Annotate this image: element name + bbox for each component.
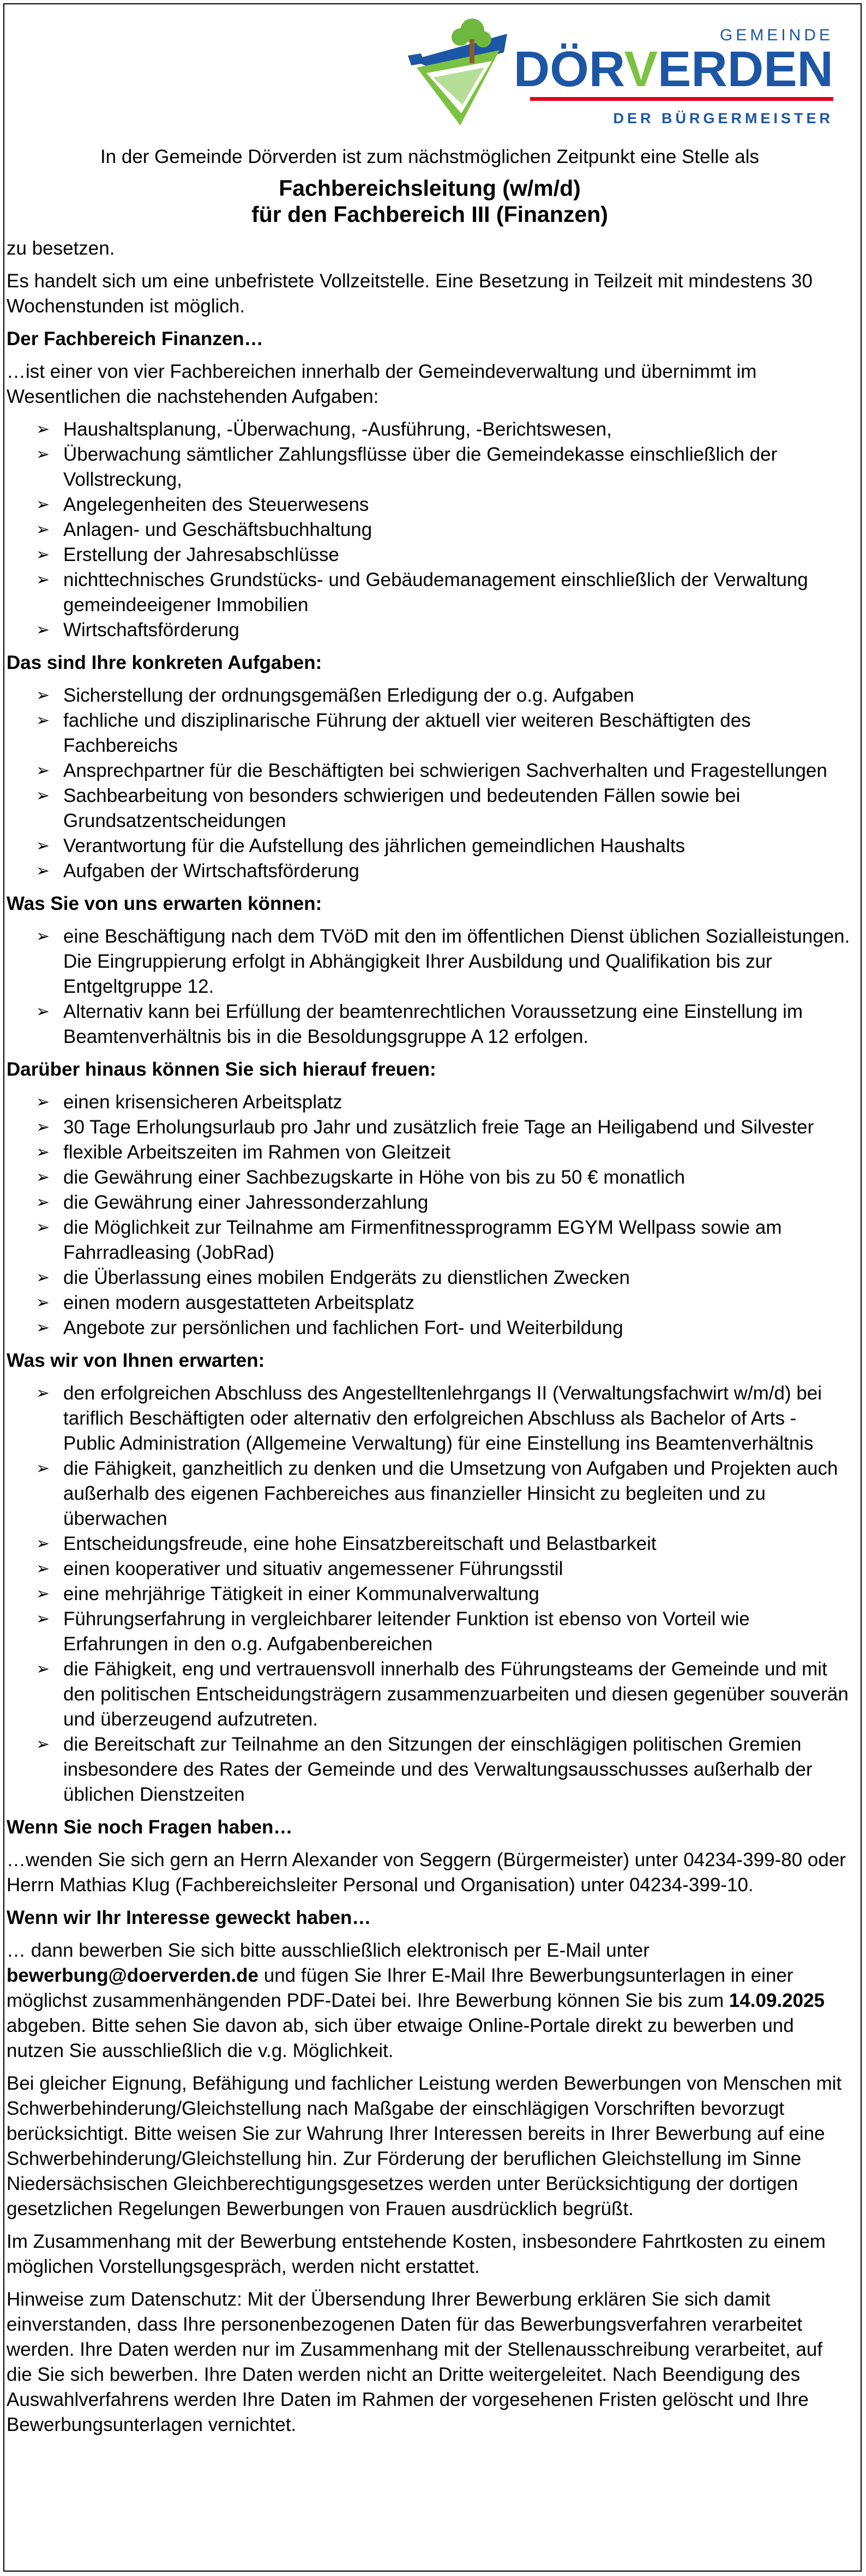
to-fill-text: zu besetzen. [7, 238, 115, 259]
arrow-bullet-icon: ➢ [36, 1118, 50, 1137]
arrow-bullet-icon: ➢ [36, 1293, 50, 1312]
list-item [36, 1140, 853, 1165]
arrow-bullet-icon: ➢ [36, 1459, 50, 1478]
requirements-list [7, 1381, 853, 1807]
list-item [36, 618, 853, 643]
list-item [36, 1557, 853, 1582]
list-item [36, 1456, 853, 1531]
list-item [36, 1215, 853, 1265]
list-item-text: die Bereitschaft zur Teilnahme an den Sitzungen der einschlägigen politischen Gremien insbesondere des Rates der Gemeinde und des Verwaltungsausschusses außerhalb der üblichen Dienstzeiten [63, 1734, 813, 1805]
arrow-bullet-icon: ➢ [36, 1534, 50, 1553]
list-item-text: Entscheidungsfreude, eine hohe Einsatzbereitschaft und Belastbarkeit [63, 1533, 657, 1554]
logo-subtitle-text: DER BÜRGERMEISTER [613, 110, 833, 126]
list-item-text: eine Beschäftigung nach dem TVöD mit den im öffentlichen Dienst üblichen Sozialleistungen. Die Eingruppierung erfolgt in Abhängigkeit Ihrer Ausbildung und Qualifikation bis zur Entgeltgruppe 12. [63, 926, 850, 997]
apply-text-b: und fügen Sie Ihrer E-Mail Ihre Bewerbungsunterlagen in einer möglichst zusammenhängenden PDF-Datei bei. Ihre Bewerbung können Sie bis zum [7, 1965, 793, 2011]
list-item [36, 1190, 853, 1215]
arrow-bullet-icon: ➢ [36, 686, 50, 705]
arrow-bullet-icon: ➢ [36, 495, 50, 514]
arrow-bullet-icon: ➢ [36, 1143, 50, 1162]
questions-text: …wenden Sie sich gern an Herrn Alexander von Seggern (Bürgermeister) unter 04234-399-80 oder Herrn Mathias Klug (Fachbereichsleiter Personal und Organisation) unter 04234-399-10. [7, 1849, 846, 1896]
logo-name-part-1: DÖR [513, 41, 624, 97]
list-item [36, 568, 853, 618]
list-item-text: eine mehrjährige Tätigkeit in einer Kommunalverwaltung [63, 1583, 539, 1604]
municipality-logo [408, 17, 839, 126]
expect-list [7, 924, 853, 1049]
list-item [36, 924, 853, 999]
list-item [36, 542, 853, 568]
list-item-text: fachliche und disziplinarische Führung der aktuell vier weiteren Beschäftigten des Fachbereichs [63, 710, 751, 756]
department-heading: Der Fachbereich Finanzen… [7, 328, 263, 349]
list-item [36, 442, 853, 492]
list-item [36, 1607, 853, 1657]
job-title-line-1: Fachbereichsleitung (w/m/d) [279, 176, 581, 201]
list-item-text: nichttechnisches Grundstücks- und Gebäudemanagement einschließlich der Verwaltung gemeindeeigener Immobilien [63, 569, 808, 616]
list-item-text: 30 Tage Erholungsurlaub pro Jahr und zusätzlich freie Tage an Heiligabend und Silvester [63, 1117, 814, 1138]
logo-gemeinde-text: GEMEINDE [719, 26, 833, 44]
list-item-text: die Überlassung eines mobilen Endgeräts zu dienstlichen Zwecken [63, 1267, 630, 1288]
list-item-text: Anlagen- und Geschäftsbuchhaltung [63, 519, 372, 540]
list-item-text: Erstellung der Jahresabschlüsse [63, 544, 339, 565]
department-text: …ist einer von vier Fachbereichen innerhalb der Gemeindeverwaltung und übernimmt im Wesentlichen die nachstehenden Aufgaben: [7, 361, 757, 407]
arrow-bullet-icon: ➢ [36, 445, 50, 464]
arrow-bullet-icon: ➢ [36, 1384, 50, 1403]
arrow-bullet-icon: ➢ [36, 1318, 50, 1337]
list-item [36, 683, 853, 708]
equality-text: Bei gleicher Eignung, Befähigung und fachlicher Leistung werden Bewerbungen von Menschen mit Schwerbehinderung/Gleichstellung nach Maßgabe der einschlägigen Vorschriften bevorzugt berücksichtigt. Bitte weisen Sie zur Wahrung Ihrer Interessen bereits in Ihrer Bewerbung auf eine Schwerbehinderung/Gleichstellung hin. Zur Förderung der beruflichen Gleichstellung im Sinne Niedersächsischen Gleichberechtigungsgesetzes werden unter Berücksichtigung der dortigen gesetzlichen Regelungen Bewerbungen von Frauen ausdrücklich begrüßt. [7, 2073, 842, 2219]
arrow-bullet-icon: ➢ [36, 861, 50, 880]
benefits-heading: Darüber hinaus können Sie sich hierauf freuen: [7, 1059, 436, 1080]
list-item-text: Verantwortung für die Aufstellung des jährlichen gemeindlichen Haushalts [63, 835, 685, 856]
arrow-bullet-icon: ➢ [36, 1193, 50, 1212]
questions-heading: Wenn Sie noch Fragen haben… [7, 1817, 293, 1838]
list-item-text: die Gewährung einer Jahressonderzahlung [63, 1192, 429, 1213]
list-item [36, 417, 853, 442]
list-item [36, 1381, 853, 1456]
intro-text: In der Gemeinde Dörverden ist zum nächstmöglichen Zeitpunkt eine Stelle als [100, 146, 760, 167]
list-item-text: einen krisensicheren Arbeitsplatz [63, 1091, 342, 1113]
logo-emblem [408, 19, 507, 125]
list-item [36, 834, 853, 859]
arrow-bullet-icon: ➢ [36, 711, 50, 730]
list-item-text: Überwachung sämtlicher Zahlungsflüsse über die Gemeindekasse einschließlich der Vollstreckung, [63, 444, 778, 490]
list-item [36, 492, 853, 517]
employment-note: Es handelt sich um eine unbefristete Vollzeitstelle. Eine Besetzung in Teilzeit mit mindestens 30 Wochenstunden ist möglich. [7, 270, 813, 317]
arrow-bullet-icon: ➢ [36, 836, 50, 855]
list-item-text: Angelegenheiten des Steuerwesens [63, 494, 369, 515]
job-title [7, 175, 853, 227]
list-item [36, 1115, 853, 1140]
benefits-list [7, 1090, 853, 1341]
list-item [36, 708, 853, 758]
arrow-bullet-icon: ➢ [36, 545, 50, 564]
list-item [36, 1090, 853, 1115]
arrow-bullet-icon: ➢ [36, 620, 50, 640]
list-item [36, 1732, 853, 1807]
list-item [36, 517, 853, 542]
department-list [7, 417, 853, 643]
list-item-text: Wirtschaftsförderung [63, 619, 239, 641]
list-item-text: Angebote zur persönlichen und fachlichen Fort- und Weiterbildung [63, 1317, 623, 1338]
arrow-bullet-icon: ➢ [36, 1584, 50, 1603]
tasks-heading: Das sind Ihre konkreten Aufgaben: [7, 652, 322, 673]
list-item [36, 999, 853, 1049]
arrow-bullet-icon: ➢ [36, 1002, 50, 1021]
arrow-bullet-icon: ➢ [36, 1218, 50, 1237]
arrow-bullet-icon: ➢ [36, 761, 50, 780]
job-title-line-2: für den Fachbereich III (Finanzen) [251, 202, 608, 227]
application-email-link[interactable]: bewerbung@doerverden.de [7, 1965, 258, 1986]
arrow-bullet-icon: ➢ [36, 1268, 50, 1287]
list-item-text: Ansprechpartner für die Beschäftigten bei schwierigen Sachverhalten und Fragestellungen [63, 760, 827, 781]
requirements-heading: Was wir von Ihnen erwarten: [7, 1350, 265, 1371]
apply-heading: Wenn wir Ihr Interesse geweckt haben… [7, 1907, 371, 1928]
list-item-text: die Möglichkeit zur Teilnahme am Firmenfitnessprogramm EGYM Wellpass sowie am Fahrradleasing (JobRad) [63, 1217, 782, 1263]
logo-name-text [514, 41, 833, 97]
job-posting [7, 144, 853, 2445]
arrow-bullet-icon: ➢ [36, 1559, 50, 1578]
list-item-text: Aufgaben der Wirtschaftsförderung [63, 860, 359, 882]
arrow-bullet-icon: ➢ [36, 1168, 50, 1187]
list-item [36, 859, 853, 884]
expect-heading: Was Sie von uns erwarten können: [7, 893, 322, 914]
list-item-text: Sicherstellung der ordnungsgemäßen Erledigung der o.g. Aufgaben [63, 685, 634, 706]
list-item [36, 1165, 853, 1190]
logo-name-part-2: V [624, 41, 658, 97]
list-item-text: Sachbearbeitung von besonders schwierigen und bedeutenden Fällen sowie bei Grundsatzentscheidungen [63, 785, 741, 831]
list-item-text: flexible Arbeitszeiten im Rahmen von Gleitzeit [63, 1142, 451, 1163]
list-item-text: die Gewährung einer Sachbezugskarte in Höhe von bis zu 50 € monatlich [63, 1167, 685, 1188]
list-item-text: einen kooperativer und situativ angemessener Führungsstil [63, 1558, 563, 1579]
arrow-bullet-icon: ➢ [36, 1609, 50, 1628]
application-deadline: 14.09.2025 [729, 1990, 825, 2011]
arrow-bullet-icon: ➢ [36, 786, 50, 805]
list-item-text: die Fähigkeit, eng und vertrauensvoll innerhalb des Führungsteams der Gemeinde und mit den politischen Entscheidungsträgern zusammenzuarbeiten und diesen gegenüber souverän und überzeugend aufzutreten. [63, 1658, 849, 1730]
list-item [36, 783, 853, 834]
list-item [36, 1582, 853, 1607]
list-item [36, 1265, 853, 1290]
list-item-text: Führungserfahrung in vergleichbarer leitender Funktion ist ebenso von Vorteil wie Erfahrungen in den o.g. Aufgabenbereichen [63, 1608, 750, 1655]
arrow-bullet-icon: ➢ [36, 927, 50, 946]
arrow-bullet-icon: ➢ [36, 1735, 50, 1754]
list-item-text: die Fähigkeit, ganzheitlich zu denken und die Umsetzung von Aufgaben und Projekten auch außerhalb des eigenen Fachbereiches aus finanzieller Hinsicht zu begleiten und zu überwachen [63, 1458, 838, 1529]
costs-text: Im Zusammenhang mit der Bewerbung entstehende Kosten, insbesondere Fahrtkosten zu einem möglichen Vorstellungsgespräch, werden nicht erstattet. [7, 2231, 826, 2277]
logo-name-part-3: ERDEN [657, 41, 833, 97]
logo-red-bar [530, 97, 833, 101]
list-item [36, 1316, 853, 1341]
arrow-bullet-icon: ➢ [36, 420, 50, 439]
apply-text-a: … dann bewerben Sie sich bitte ausschließlich elektronisch per E-Mail unter [7, 1940, 650, 1961]
doerverden-logo-graphic [408, 17, 839, 126]
list-item-text: Haushaltsplanung, -Überwachung, -Ausführung, -Berichtswesen, [63, 419, 612, 440]
list-item [36, 1657, 853, 1732]
tasks-list [7, 683, 853, 884]
apply-text [7, 1938, 853, 2064]
list-item [36, 1290, 853, 1316]
arrow-bullet-icon: ➢ [36, 520, 50, 539]
list-item-text: einen modern ausgestatteten Arbeitsplatz [63, 1292, 415, 1313]
list-item-text: den erfolgreichen Abschluss des Angestelltenlehrgangs II (Verwaltungsfachwirt w/m/d) bei tariflich Beschäftigten oder alternativ den erfolgreichen Abschluss als Bachelor of Arts - Public Administration (Allgemeine Verwaltung) für eine Einstellung ins Beamtenverhältnis [63, 1383, 822, 1454]
list-item [36, 758, 853, 783]
list-item [36, 1531, 853, 1557]
privacy-text: Hinweise zum Datenschutz: Mit der Übersendung Ihrer Bewerbung erklären Sie sich damit einverstanden, dass Ihre personenbezogenen Daten für das Bewerbungsverfahren verarbeitet werden. Ihre Daten werden nur im Zusammenhang mit der Stellenausschreibung verarbeitet, auf die Sie sich bewerben. Ihre Daten werden nicht an Dritte weitergeleitet. Nach Beendigung des Auswahlverfahrens werden Ihre Daten im Rahmen der vorgesehenen Fristen gelöscht und Ihre Bewerbungsunterlagen vernichtet. [7, 2289, 823, 2435]
list-item-text: Alternativ kann bei Erfüllung der beamtenrechtlichen Voraussetzung eine Einstellung im Beamtenverhältnis bis in die Besoldungsgruppe A 12 erfolgen. [63, 1001, 803, 1047]
arrow-bullet-icon: ➢ [36, 570, 50, 589]
apply-text-c: abgeben. Bitte sehen Sie davon ab, sich über etwaige Online-Portale direkt zu bewerben und nutzen Sie ausschließlich die v.g. Möglichkeit. [7, 2015, 794, 2061]
arrow-bullet-icon: ➢ [36, 1660, 50, 1679]
arrow-bullet-icon: ➢ [36, 1093, 50, 1112]
